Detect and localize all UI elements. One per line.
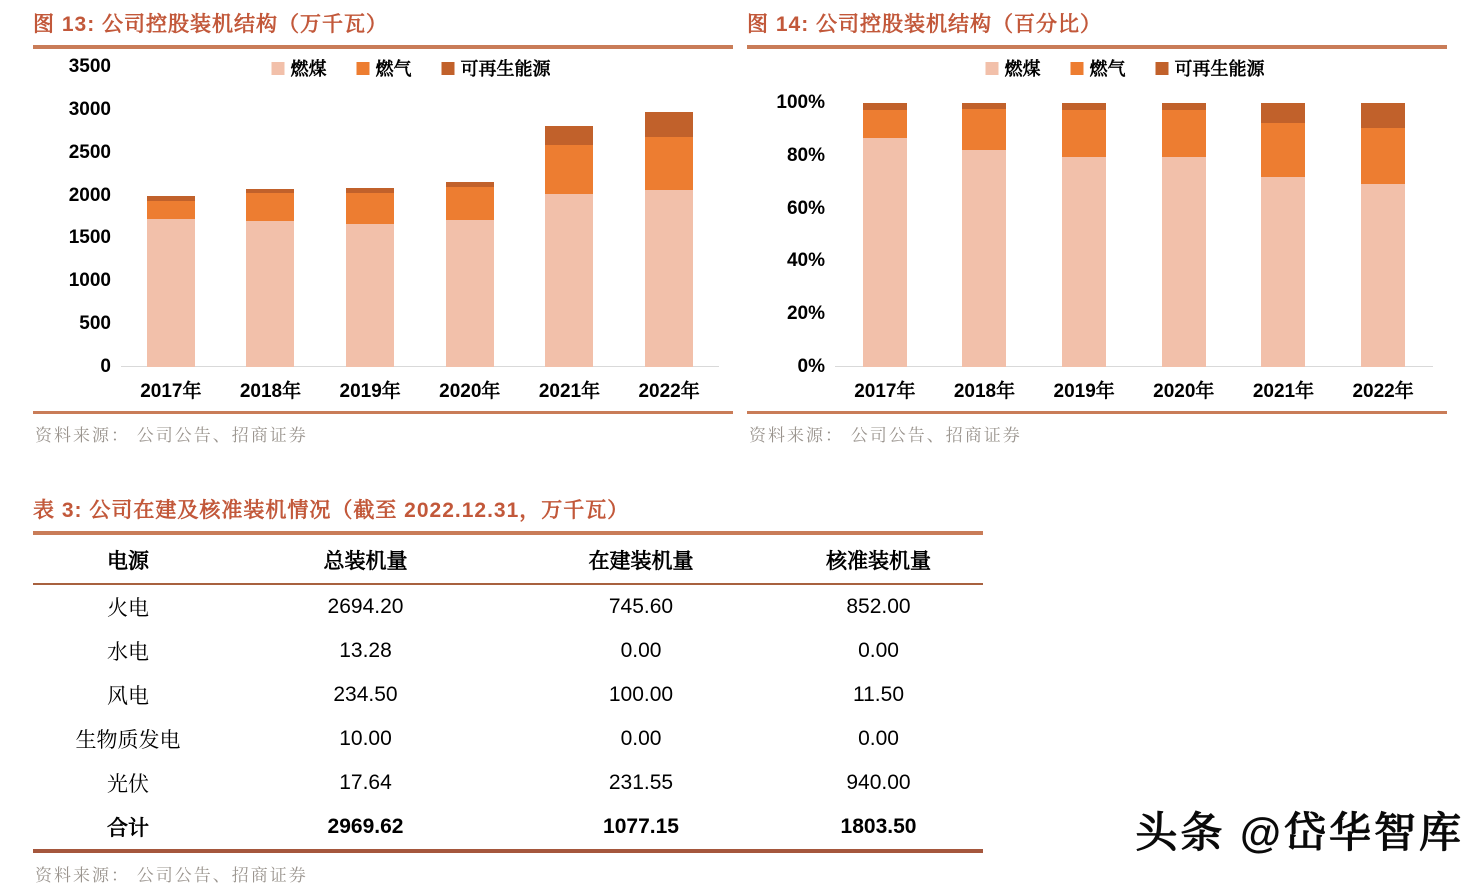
- table-row: [33, 629, 983, 673]
- segment-燃煤: [1162, 157, 1206, 367]
- segment-可再生能源: [1062, 103, 1106, 110]
- segment-燃气: [863, 110, 907, 137]
- chart-legend: [986, 55, 1265, 81]
- table-cell: 13.28: [339, 639, 392, 662]
- y-tick-label: 60%: [786, 197, 825, 219]
- x-tick-label: 2017年: [854, 381, 916, 402]
- figure-13-title: 图 13: 公司控股装机结构（万千瓦）: [33, 8, 733, 49]
- table-cell: 0.00: [620, 727, 662, 750]
- segment-燃煤: [346, 224, 394, 367]
- x-axis: [121, 376, 719, 403]
- segment-燃煤: [545, 194, 593, 367]
- legend-label: 可再生能源: [460, 59, 551, 79]
- y-tick-label: 20%: [786, 303, 825, 325]
- legend-swatch-icon: [272, 62, 285, 75]
- table-cell: 水电: [107, 641, 149, 664]
- figure-14-title: 图 14: 公司控股装机结构（百分比）: [747, 8, 1447, 49]
- table-row: [33, 584, 983, 629]
- figure-14: [747, 8, 1447, 446]
- chart-legend: [272, 55, 551, 81]
- segment-燃气: [645, 137, 693, 190]
- stacked-bar-chart-capacity: [33, 53, 733, 405]
- bar-2018年: [962, 103, 1006, 367]
- segment-燃煤: [1361, 184, 1405, 367]
- plot-area: [835, 103, 1433, 367]
- segment-燃煤: [147, 219, 195, 367]
- y-tick-label: 0%: [797, 356, 825, 377]
- table-cell: 17.64: [339, 771, 392, 794]
- table-header-row: [33, 535, 983, 584]
- x-tick-label: 2018年: [239, 381, 302, 402]
- x-tick-label: 2020年: [439, 381, 501, 402]
- legend-label: 燃气: [1089, 59, 1126, 79]
- legend-label: 燃气: [375, 59, 412, 79]
- table-cell: 光伏: [107, 773, 149, 796]
- table-cell: 11.50: [853, 683, 904, 706]
- x-tick-label: 2021年: [1252, 381, 1315, 402]
- table-row: [33, 717, 983, 761]
- table-source-note: 资料来源： 公司公告、招商证券: [35, 866, 308, 885]
- bar-2019年: [1062, 103, 1106, 367]
- segment-燃气: [1062, 110, 1106, 156]
- stacked-bar-chart-percent: [747, 53, 1447, 405]
- y-tick-label: 100%: [776, 92, 825, 113]
- legend-item: [1071, 55, 1126, 81]
- y-tick-label: 3000: [68, 98, 111, 120]
- legend-label: 燃煤: [1004, 59, 1041, 79]
- x-tick-label: 2021年: [538, 381, 601, 402]
- figures-row: [33, 8, 1460, 446]
- legend-swatch-icon: [442, 62, 455, 75]
- table-cell: 2694.20: [327, 595, 404, 618]
- table-row: [33, 761, 983, 805]
- table-header-cell: 电源: [33, 535, 223, 584]
- segment-可再生能源: [545, 126, 593, 144]
- legend-swatch-icon: [986, 62, 999, 75]
- table-cell: 100.00: [608, 683, 674, 706]
- table-cell: 2969.62: [327, 815, 404, 838]
- table-header-cell: 在建装机量: [508, 535, 774, 584]
- x-tick-label: 2022年: [638, 381, 700, 402]
- table-row: [33, 673, 983, 717]
- bar-2021年: [545, 126, 593, 367]
- x-tick-label: 2019年: [1053, 381, 1115, 402]
- table-cell: 火电: [107, 597, 149, 620]
- table-header-cell: 总装机量: [223, 535, 508, 584]
- bar-2021年: [1261, 103, 1305, 367]
- legend-label: 可再生能源: [1174, 59, 1265, 79]
- legend-swatch-icon: [1156, 62, 1169, 75]
- bars-group: [835, 103, 1433, 367]
- legend-item: [272, 55, 327, 81]
- source-note: 资料来源： 公司公告、招商证券: [747, 411, 1447, 446]
- legend-swatch-icon: [1071, 62, 1084, 75]
- table-cell: 852.00: [846, 595, 911, 618]
- bar-2019年: [346, 188, 394, 367]
- plot-area: [121, 67, 719, 367]
- bar-2020年: [446, 182, 494, 367]
- segment-可再生能源: [1361, 103, 1405, 128]
- segment-燃煤: [645, 190, 693, 367]
- segment-可再生能源: [1261, 103, 1305, 123]
- table-cell: 风电: [107, 685, 149, 708]
- table-cell: 231.55: [608, 771, 674, 794]
- bar-2017年: [863, 103, 907, 367]
- x-tick-label: 2017年: [140, 381, 202, 402]
- segment-燃煤: [863, 138, 907, 367]
- table-cell: 940.00: [846, 771, 911, 794]
- y-tick-label: 3500: [68, 56, 111, 77]
- segment-燃煤: [1261, 177, 1305, 367]
- legend-item: [1156, 55, 1265, 81]
- segment-燃气: [1162, 110, 1206, 156]
- table-body: [33, 584, 983, 851]
- legend-item: [986, 55, 1041, 81]
- table-cell: 0.00: [620, 639, 662, 662]
- table-cell: 合计: [107, 817, 149, 840]
- y-tick-label: 500: [79, 313, 111, 335]
- figure-13: [33, 8, 733, 446]
- y-tick-label: 1500: [68, 227, 111, 249]
- bar-2022年: [645, 112, 693, 367]
- table-cell: 745.60: [608, 595, 674, 618]
- table-3-section: [33, 494, 983, 886]
- x-tick-label: 2020年: [1153, 381, 1215, 402]
- segment-燃气: [346, 193, 394, 225]
- segment-燃煤: [962, 150, 1006, 367]
- y-tick-label: 40%: [786, 250, 825, 272]
- x-tick-label: 2018年: [953, 381, 1016, 402]
- x-tick-label: 2022年: [1352, 381, 1414, 402]
- legend-item: [357, 55, 412, 81]
- segment-燃气: [147, 201, 195, 219]
- table-cell: 生物质发电: [75, 729, 181, 752]
- legend-swatch-icon: [357, 62, 370, 75]
- y-tick-label: 2000: [68, 184, 111, 206]
- segment-燃煤: [446, 220, 494, 367]
- segment-燃煤: [1062, 157, 1106, 367]
- bar-2018年: [246, 189, 294, 367]
- bars-group: [121, 67, 719, 367]
- y-tick-label: 0: [100, 356, 111, 377]
- table-cell: 0.00: [858, 727, 899, 750]
- table-cell: 10.00: [339, 727, 392, 750]
- x-axis: [835, 376, 1433, 403]
- segment-燃气: [246, 193, 294, 221]
- bar-2017年: [147, 196, 195, 367]
- legend-item: [442, 55, 551, 81]
- segment-燃气: [1361, 128, 1405, 184]
- segment-燃气: [545, 145, 593, 194]
- source-note: 资料来源： 公司公告、招商证券: [33, 411, 733, 446]
- table-cell: 0.00: [858, 639, 899, 662]
- table-cell: 1077.15: [603, 815, 679, 838]
- bar-2020年: [1162, 103, 1206, 367]
- bar-2022年: [1361, 103, 1405, 367]
- segment-燃气: [1261, 123, 1305, 177]
- table-total-row: [33, 805, 983, 851]
- segment-燃气: [962, 109, 1006, 150]
- x-tick-label: 2019年: [339, 381, 401, 402]
- table-cell: 1803.50: [840, 815, 917, 838]
- segment-燃气: [446, 187, 494, 220]
- segment-燃煤: [246, 221, 294, 367]
- table-header-cell: 核准装机量: [774, 535, 983, 584]
- segment-可再生能源: [863, 103, 907, 110]
- y-tick-label: 80%: [786, 144, 825, 166]
- table-3-title: 表 3: 公司在建及核准装机情况（截至 2022.12.31，万千瓦）: [33, 494, 983, 535]
- table-cell: 234.50: [333, 683, 398, 706]
- capacity-table: [33, 535, 983, 853]
- segment-可再生能源: [645, 112, 693, 136]
- y-tick-label: 2500: [68, 141, 111, 163]
- watermark: 头条 @岱华智库: [1135, 809, 1464, 856]
- y-tick-label: 1000: [68, 270, 111, 292]
- segment-可再生能源: [1162, 103, 1206, 110]
- legend-label: 燃煤: [290, 59, 327, 79]
